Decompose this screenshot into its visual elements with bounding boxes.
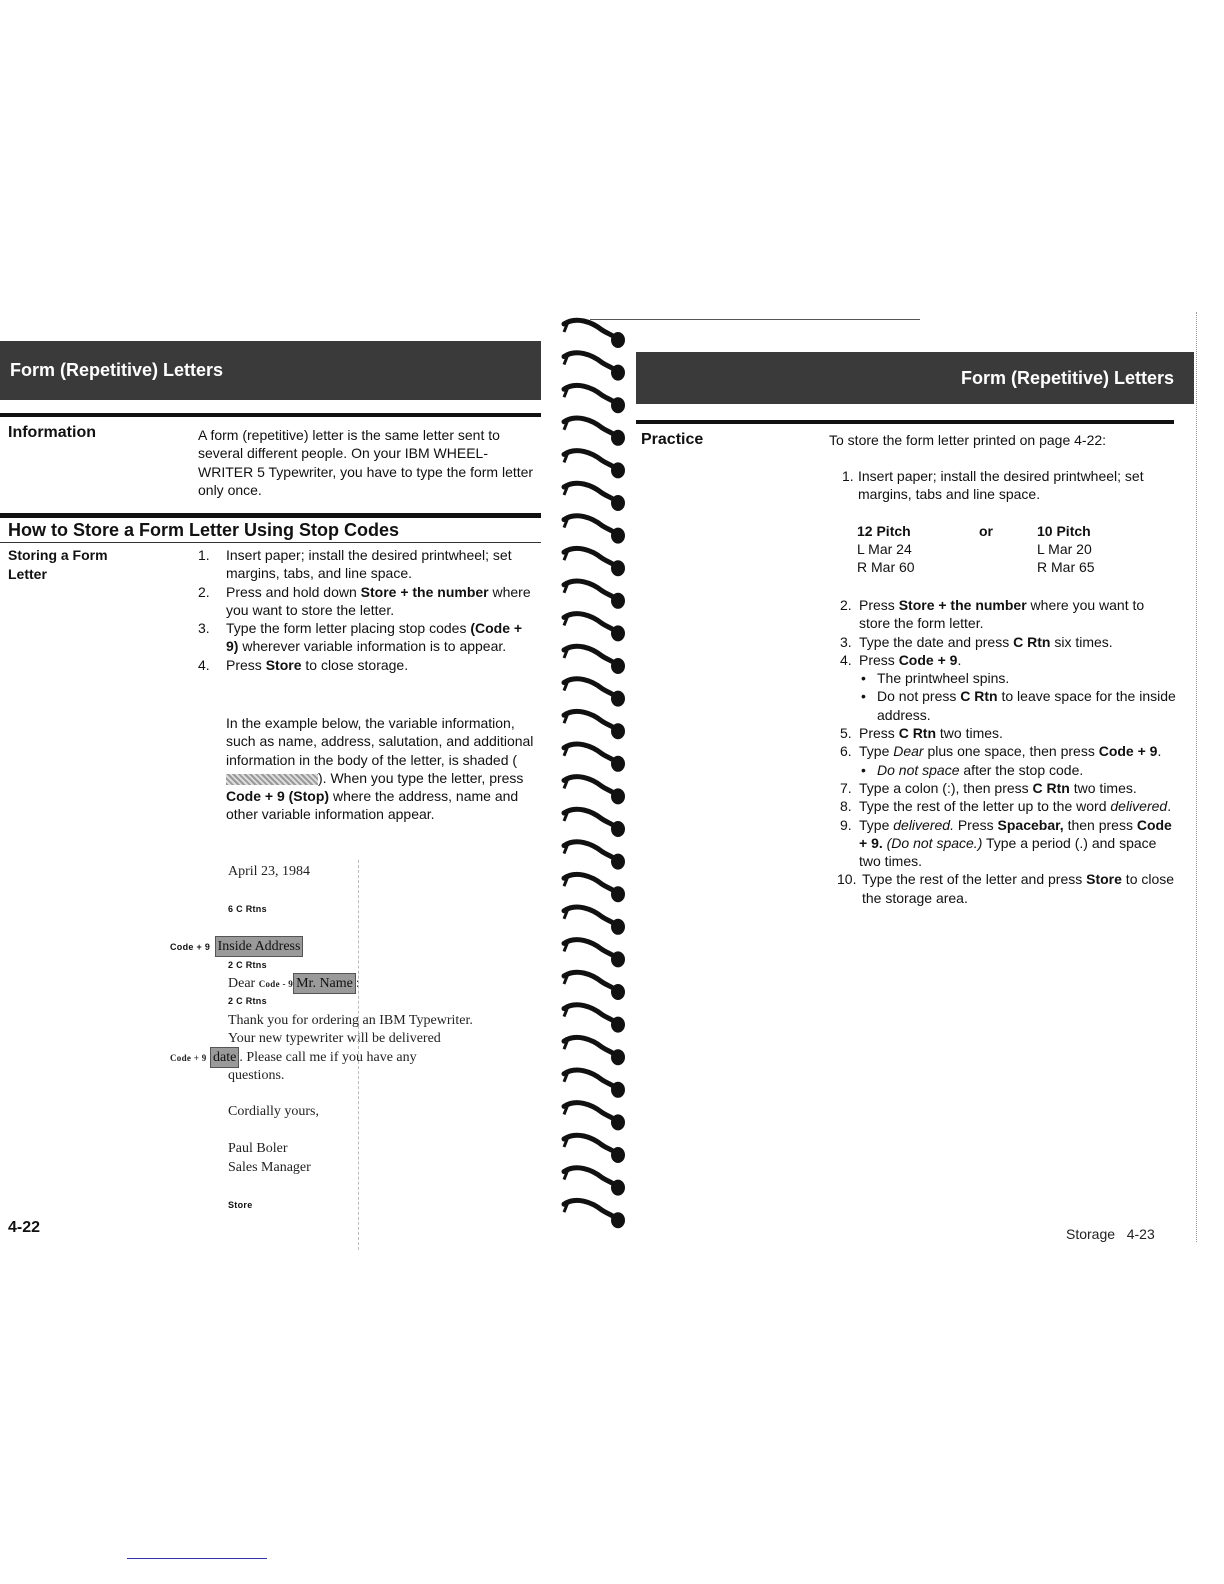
letter-body-1: Thank you for ordering an IBM Typewriter. <box>228 1013 473 1028</box>
spiral-coil <box>564 320 625 348</box>
practice-steps-block <box>837 596 1176 907</box>
letter-6-rtns: 6 C Rtns <box>228 904 267 914</box>
left-dotted-guide <box>358 860 359 1250</box>
letter-body-2: Your new typewriter will be delivered <box>228 1031 441 1046</box>
information-text: A form (repetitive) letter is the same letter sent to several different people. On your IBM WHEEL-WRITER 5 Typewriter, you have to type the form letter only once. <box>198 427 534 498</box>
practice-intro: To store the form letter printed on page 4-22: <box>829 432 1107 448</box>
step-6-bullets <box>859 761 1176 779</box>
letter-closing: Cordially yours, <box>228 1104 319 1119</box>
spiral-coil <box>564 418 625 446</box>
spiral-coil <box>564 646 625 674</box>
spiral-coil <box>564 1200 625 1228</box>
letter-salutation: Dear Code - 9 Mr. Name : <box>228 973 360 994</box>
bottom-stray-line <box>127 1558 267 1559</box>
section-title: How to Store a Form Letter Using Stop Codes <box>8 520 400 540</box>
store-step-3: 3. Type the form letter placing stop codes (Code + 9) wherever variable information is to appear. <box>198 620 523 655</box>
spiral-coil <box>564 548 625 576</box>
spiral-coil <box>564 809 625 837</box>
step-6-bullet: • Do not space after the stop code. <box>859 761 1176 779</box>
practice-step-10: 10. Type the rest of the letter and press Store to close the storage area. <box>837 871 1175 906</box>
name-field: Mr. Name <box>293 973 356 994</box>
store-step-1: 1. Insert paper; install the desired printwheel; set margins, tabs, and line space. <box>198 547 512 582</box>
left-header-title: Form (Repetitive) Letters <box>10 360 224 380</box>
step-4-bullets <box>859 669 1176 724</box>
letter-inside-address-line: Code + 9 Inside Address <box>170 936 303 957</box>
practice-step-6: 6. Type Dear plus one space, then press Code + 9. • Do not space after the stop code. <box>840 742 1176 779</box>
spiral-coil <box>564 1005 625 1033</box>
pitch-12-head: 12 Pitch <box>857 523 911 539</box>
practice-step-4: 4. Press Code + 9. • The printwheel spins. • Do not press C Rtn to leave space for the inside address. <box>840 651 1176 724</box>
right-header-title: Form (Repetitive) Letters <box>960 367 1174 388</box>
pitch-or: or <box>979 523 993 539</box>
storing-label: Storing a Form Letter <box>8 547 108 582</box>
right-divider <box>636 420 1174 424</box>
spiral-coil <box>564 711 625 739</box>
spiral-coil <box>564 940 625 968</box>
spiral-coil <box>564 679 625 707</box>
practice-step-9: 9. Type delivered. Press Spacebar, then press Code + 9. (Do not space.) Type a period (.) and space two times. <box>840 816 1172 870</box>
spiral-coil <box>564 353 625 381</box>
spiral-coil <box>564 874 625 902</box>
shade-swatch <box>226 774 318 785</box>
practice-step-8: 8. Type the rest of the letter up to the word delivered. <box>840 798 1172 815</box>
spiral-coil <box>564 1037 625 1065</box>
right-edge-guide <box>1196 312 1197 1242</box>
pitch-10-lmar: L Mar 20 <box>1037 541 1092 557</box>
letter-store: Store <box>228 1200 253 1210</box>
spiral-coil <box>564 744 625 772</box>
left-divider <box>0 413 541 417</box>
practice-step-3: 3. Type the date and press C Rtn six times. <box>840 633 1113 650</box>
practice-step-5: 5. Press C Rtn two times. <box>840 725 1003 742</box>
spiral-coil <box>564 614 625 642</box>
letter-signature-name: Paul Boler <box>228 1141 288 1156</box>
right-top-rule <box>590 319 920 320</box>
store-step-4: 4. Press Store to close storage. <box>198 656 409 673</box>
letter-2-rtns-b: 2 C Rtns <box>228 996 267 1006</box>
section-underline <box>0 542 541 543</box>
spiral-coil <box>564 1070 625 1098</box>
spiral-coil <box>564 972 625 1000</box>
spiral-coil <box>564 1168 625 1196</box>
spiral-coil <box>564 451 625 479</box>
practice-step-2: 2. Press Store + the number where you want to store the form letter. <box>840 597 1145 632</box>
spiral-binding <box>558 312 630 1246</box>
spiral-coil <box>564 1103 625 1131</box>
right-header-band <box>636 352 1194 404</box>
step-4-bullet-2: • Do not press C Rtn to leave space for the inside address. <box>859 687 1176 724</box>
letter-2-rtns-a: 2 C Rtns <box>228 960 267 970</box>
store-steps-list <box>198 546 538 674</box>
right-footer: Storage 4-23 <box>1066 1226 1155 1242</box>
letter-body-3: Code + 9 date . Please call me if you have any <box>170 1047 417 1068</box>
spiral-coil <box>564 483 625 511</box>
spiral-coil <box>564 907 625 935</box>
example-explanation: In the example below, the variable information, such as name, address, salutation, and additional information in the body of the letter, is shaded (). When you type the letter, press Code + 9 (Stop) where the address, name and other variable information appear. <box>226 715 534 823</box>
pitch-12-lmar: L Mar 24 <box>857 541 912 557</box>
inside-address-field: Inside Address <box>215 936 304 957</box>
spiral-coil <box>564 385 625 413</box>
practice-label: Practice <box>641 431 704 448</box>
letter-signature-title: Sales Manager <box>228 1160 311 1175</box>
practice-step-1: 1. Insert paper; install the desired printwheel; set margins, tabs and line space. <box>842 468 1144 503</box>
letter-date: April 23, 1984 <box>228 864 311 879</box>
store-step-2: 2. Press and hold down Store + the number where you want to store the letter. <box>198 583 531 618</box>
spiral-coil <box>564 581 625 609</box>
letter-body-4: questions. <box>228 1068 285 1083</box>
pitch-10-head: 10 Pitch <box>1037 523 1091 539</box>
spiral-coil <box>564 842 625 870</box>
section-rule <box>0 513 541 518</box>
left-page-number: 4-22 <box>8 1219 41 1236</box>
pitch-12-rmar: R Mar 60 <box>857 559 915 575</box>
step-4-bullet-1: • The printwheel spins. <box>859 669 1176 687</box>
pitch-10-rmar: R Mar 65 <box>1037 559 1095 575</box>
left-header-band <box>0 341 541 400</box>
spiral-coil <box>564 777 625 805</box>
information-label: Information <box>8 424 96 441</box>
practice-step-7: 7. Type a colon (:), then press C Rtn two times. <box>840 779 1137 796</box>
spiral-coil <box>564 1135 625 1163</box>
spiral-coil <box>564 516 625 544</box>
pitch-table <box>857 522 1099 576</box>
date-field: date <box>210 1047 239 1068</box>
